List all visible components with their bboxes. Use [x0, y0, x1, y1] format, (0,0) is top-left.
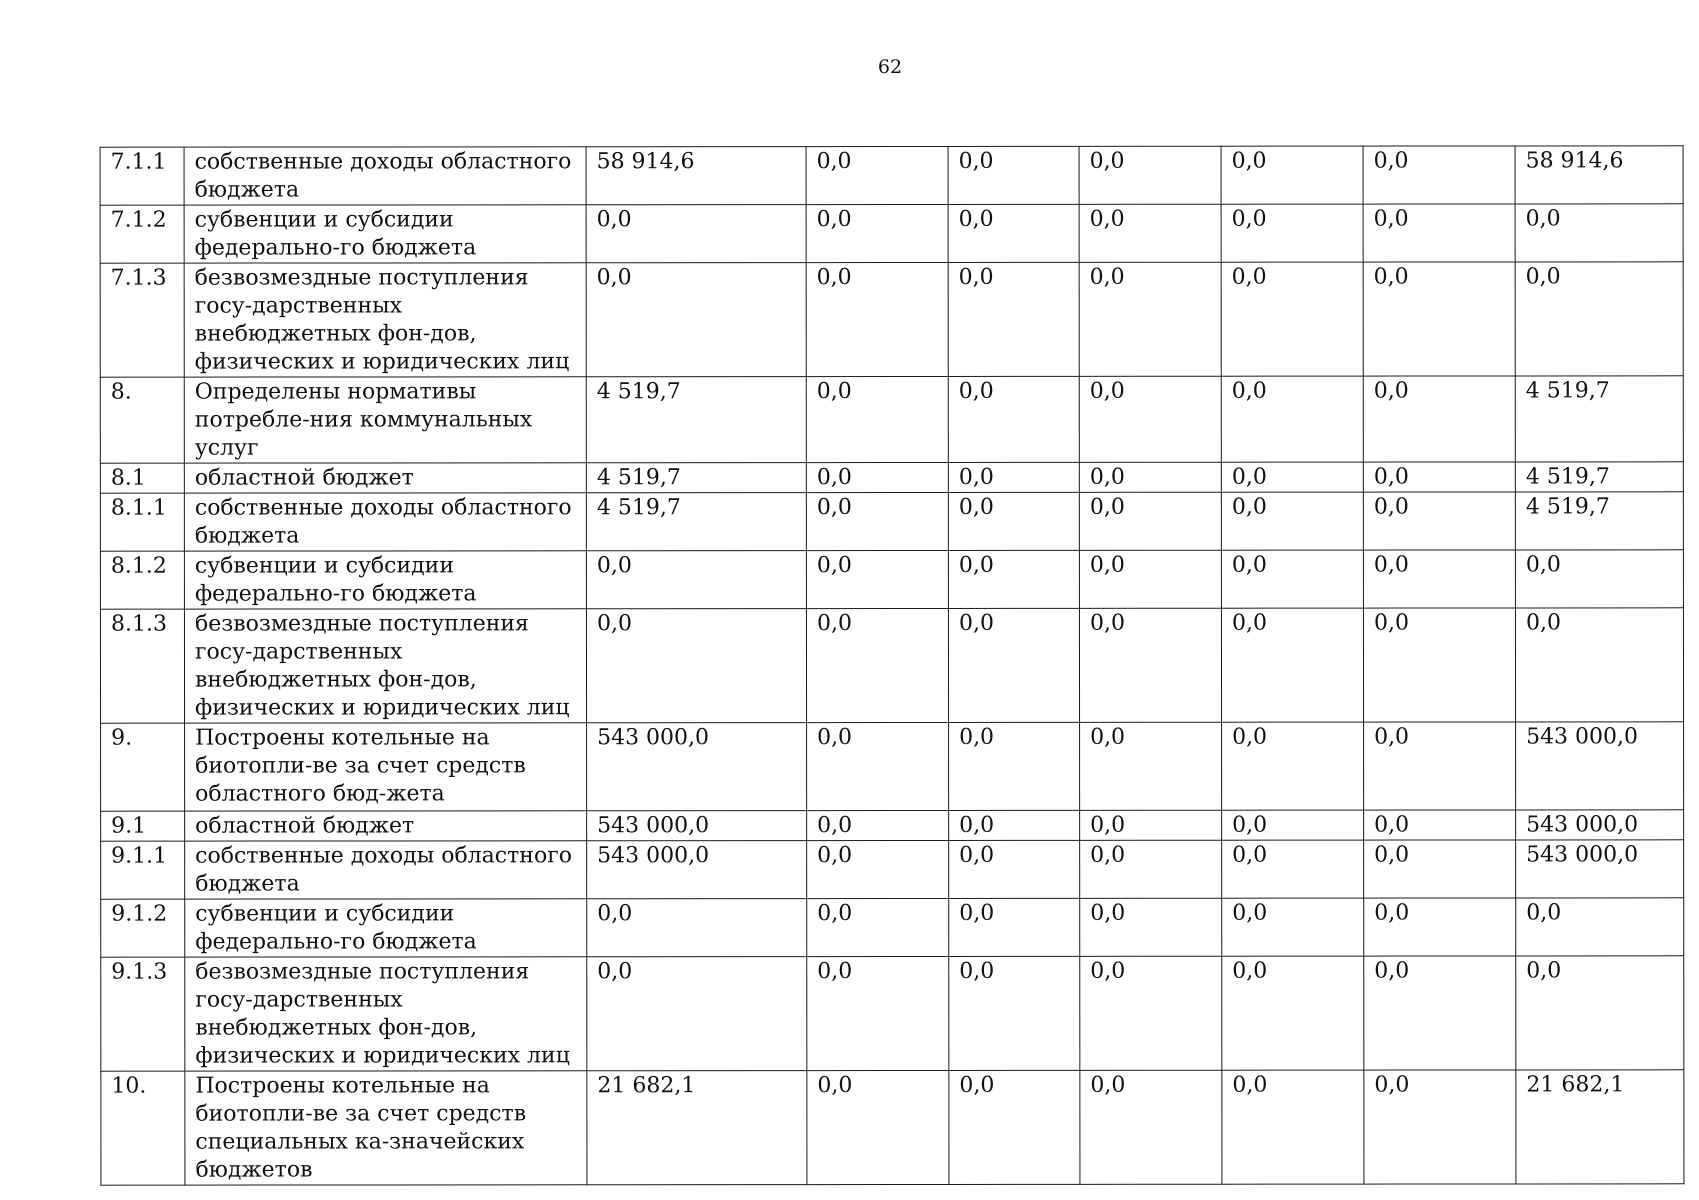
row-value-cell: 0,0 — [1222, 956, 1364, 1070]
row-name-cell: безвозмездные поступления госу-дарственных внебюджетных фон-дов, физических и юридических лиц — [184, 609, 586, 723]
row-value-cell: 0,0 — [586, 205, 806, 263]
row-value-cell: 543 000,0 — [587, 811, 807, 841]
row-value-cell: 0,0 — [1363, 608, 1515, 722]
row-value-cell: 0,0 — [1080, 956, 1222, 1070]
row-value-cell: 0,0 — [1221, 608, 1363, 722]
row-name-cell: безвозмездные поступления госу-дарственных внебюджетных фон-дов, физических и юридических лиц — [185, 957, 587, 1071]
row-value-cell: 4 519,7 — [586, 493, 806, 551]
row-code-cell: 9. — [101, 723, 185, 811]
row-name-cell: Построены котельные на биотопли-ве за счет средств областного бюд-жета — [185, 723, 587, 811]
row-value-cell: 0,0 — [1221, 492, 1363, 550]
row-value-cell: 0,0 — [1364, 1070, 1516, 1184]
row-value-cell: 0,0 — [1515, 262, 1683, 376]
row-value-cell: 0,0 — [1363, 262, 1515, 376]
table-row — [100, 262, 1683, 377]
table-row — [100, 550, 1683, 609]
row-value-cell: 0,0 — [948, 376, 1079, 462]
row-value-cell: 0,0 — [1079, 376, 1221, 462]
row-value-cell: 0,0 — [1080, 840, 1222, 898]
row-value-cell: 0,0 — [948, 550, 1079, 608]
row-value-cell: 0,0 — [587, 899, 807, 957]
row-value-cell: 0,0 — [806, 550, 948, 608]
row-code-cell: 8.1.2 — [100, 551, 184, 609]
row-value-cell: 0,0 — [1221, 262, 1363, 376]
row-value-cell: 0,0 — [1363, 550, 1515, 608]
row-value-cell: 0,0 — [587, 957, 807, 1071]
row-value-cell: 0,0 — [1221, 204, 1363, 262]
row-code-cell: 8.1.3 — [100, 609, 184, 723]
row-value-cell: 0,0 — [1079, 608, 1221, 722]
row-value-cell: 21 682,1 — [1516, 1070, 1684, 1184]
table-row — [101, 898, 1684, 957]
row-value-cell: 0,0 — [1079, 550, 1221, 608]
table-row — [101, 722, 1684, 811]
row-code-cell: 8.1 — [100, 463, 184, 493]
table-row — [101, 810, 1684, 841]
row-value-cell: 0,0 — [1221, 146, 1363, 204]
row-value-cell: 0,0 — [1222, 898, 1364, 956]
row-value-cell: 0,0 — [1079, 492, 1221, 550]
row-value-cell: 0,0 — [1364, 840, 1516, 898]
row-value-cell: 4 519,7 — [586, 377, 806, 463]
row-value-cell: 0,0 — [1515, 550, 1683, 608]
row-value-cell: 0,0 — [1221, 550, 1363, 608]
row-value-cell: 0,0 — [806, 608, 948, 722]
row-value-cell: 543 000,0 — [1516, 722, 1684, 810]
row-name-cell: собственные доходы областного бюджета — [185, 841, 587, 899]
row-value-cell: 0,0 — [806, 262, 948, 376]
row-name-cell: областной бюджет — [184, 463, 586, 493]
row-name-cell: Определены нормативы потребле-ния коммунальных услуг — [184, 377, 586, 463]
row-value-cell: 0,0 — [1363, 376, 1515, 462]
row-value-cell: 543 000,0 — [587, 841, 807, 899]
row-name-cell: безвозмездные поступления госу-дарственных внебюджетных фон-дов, физических и юридических лиц — [184, 263, 586, 377]
row-code-cell: 9.1.1 — [101, 841, 185, 899]
row-value-cell: 0,0 — [948, 492, 1079, 550]
row-name-cell: Построены котельные на биотопли-ве за счет средств специальных ка-значейских бюджетов — [185, 1071, 587, 1185]
row-value-cell: 0,0 — [1363, 204, 1515, 262]
table-row — [100, 146, 1683, 205]
row-value-cell: 0,0 — [1079, 462, 1221, 492]
row-value-cell: 0,0 — [1364, 898, 1516, 956]
row-value-cell: 0,0 — [1516, 898, 1684, 956]
row-value-cell: 0,0 — [807, 840, 949, 898]
row-value-cell: 0,0 — [1364, 956, 1516, 1070]
row-value-cell: 0,0 — [1364, 722, 1516, 810]
row-value-cell: 0,0 — [1080, 1070, 1222, 1184]
row-value-cell: 0,0 — [1363, 462, 1515, 492]
row-value-cell: 0,0 — [949, 810, 1080, 840]
row-value-cell: 543 000,0 — [1516, 840, 1684, 898]
row-value-cell: 0,0 — [1515, 608, 1683, 722]
row-name-cell: субвенции и субсидии федерально-го бюджета — [185, 899, 587, 957]
row-value-cell: 0,0 — [1222, 810, 1364, 840]
row-value-cell: 0,0 — [806, 462, 948, 492]
page-number: 62 — [877, 56, 903, 78]
row-value-cell: 4 519,7 — [586, 463, 806, 493]
row-code-cell: 8. — [100, 377, 184, 463]
table-body — [100, 146, 1684, 1185]
row-value-cell: 0,0 — [948, 262, 1079, 376]
row-value-cell: 0,0 — [807, 1070, 949, 1184]
row-value-cell: 0,0 — [948, 462, 1079, 492]
table-row — [100, 608, 1683, 723]
row-value-cell: 0,0 — [1079, 204, 1221, 262]
row-value-cell: 0,0 — [807, 898, 949, 956]
row-value-cell: 0,0 — [806, 376, 948, 462]
row-value-cell: 0,0 — [1364, 810, 1516, 840]
row-value-cell: 0,0 — [806, 146, 948, 204]
row-code-cell: 7.1.3 — [100, 263, 184, 377]
row-value-cell: 4 519,7 — [1515, 462, 1683, 492]
row-value-cell: 4 519,7 — [1515, 376, 1683, 462]
row-code-cell: 9.1.3 — [101, 957, 185, 1071]
row-value-cell: 543 000,0 — [1516, 810, 1684, 840]
row-value-cell: 21 682,1 — [587, 1071, 807, 1185]
row-value-cell: 0,0 — [1222, 840, 1364, 898]
row-value-cell: 0,0 — [807, 722, 949, 810]
row-code-cell: 7.1.2 — [100, 205, 184, 263]
table-row — [101, 840, 1684, 899]
row-value-cell: 0,0 — [949, 722, 1080, 810]
row-name-cell: собственные доходы областного бюджета — [184, 493, 586, 551]
row-value-cell: 0,0 — [1080, 898, 1222, 956]
table-row — [101, 956, 1684, 1071]
table-row — [100, 492, 1683, 551]
row-value-cell: 0,0 — [807, 956, 949, 1070]
row-value-cell: 0,0 — [1079, 262, 1221, 376]
row-value-cell: 0,0 — [1363, 492, 1515, 550]
row-value-cell: 58 914,6 — [586, 147, 806, 205]
row-code-cell: 8.1.1 — [100, 493, 184, 551]
row-value-cell: 0,0 — [949, 898, 1080, 956]
table-row — [101, 1070, 1684, 1185]
row-value-cell: 0,0 — [1516, 956, 1684, 1070]
row-code-cell: 10. — [101, 1071, 185, 1185]
row-value-cell: 0,0 — [1080, 722, 1222, 810]
row-value-cell: 0,0 — [1221, 462, 1363, 492]
row-name-cell: субвенции и субсидии федерально-го бюджета — [184, 551, 586, 609]
row-value-cell: 4 519,7 — [1515, 492, 1683, 550]
row-value-cell: 0,0 — [949, 956, 1080, 1070]
row-name-cell: областной бюджет — [185, 811, 587, 841]
table-row — [100, 462, 1683, 493]
row-value-cell: 0,0 — [1222, 1070, 1364, 1184]
row-value-cell: 0,0 — [948, 608, 1079, 722]
table-row — [100, 376, 1683, 463]
row-value-cell: 0,0 — [807, 810, 949, 840]
row-code-cell: 9.1 — [101, 811, 185, 841]
row-value-cell: 0,0 — [806, 204, 948, 262]
row-value-cell: 0,0 — [806, 492, 948, 550]
table-row — [100, 204, 1683, 263]
row-value-cell: 0,0 — [949, 1070, 1080, 1184]
budget-table — [100, 145, 1685, 1185]
row-value-cell: 0,0 — [949, 840, 1080, 898]
row-value-cell: 0,0 — [1080, 810, 1222, 840]
row-name-cell: субвенции и субсидии федерально-го бюджета — [184, 205, 586, 263]
row-code-cell: 9.1.2 — [101, 899, 185, 957]
row-value-cell: 0,0 — [948, 204, 1079, 262]
row-value-cell: 58 914,6 — [1515, 146, 1683, 204]
row-value-cell: 0,0 — [1363, 146, 1515, 204]
row-code-cell: 7.1.1 — [100, 147, 184, 205]
row-value-cell: 0,0 — [1222, 722, 1364, 810]
row-value-cell: 0,0 — [586, 609, 806, 723]
row-name-cell: собственные доходы областного бюджета — [184, 147, 586, 205]
row-value-cell: 0,0 — [1515, 204, 1683, 262]
row-value-cell: 0,0 — [1079, 146, 1221, 204]
row-value-cell: 0,0 — [586, 263, 806, 377]
row-value-cell: 543 000,0 — [587, 723, 807, 811]
row-value-cell: 0,0 — [1221, 376, 1363, 462]
row-value-cell: 0,0 — [948, 146, 1079, 204]
row-value-cell: 0,0 — [586, 551, 806, 609]
